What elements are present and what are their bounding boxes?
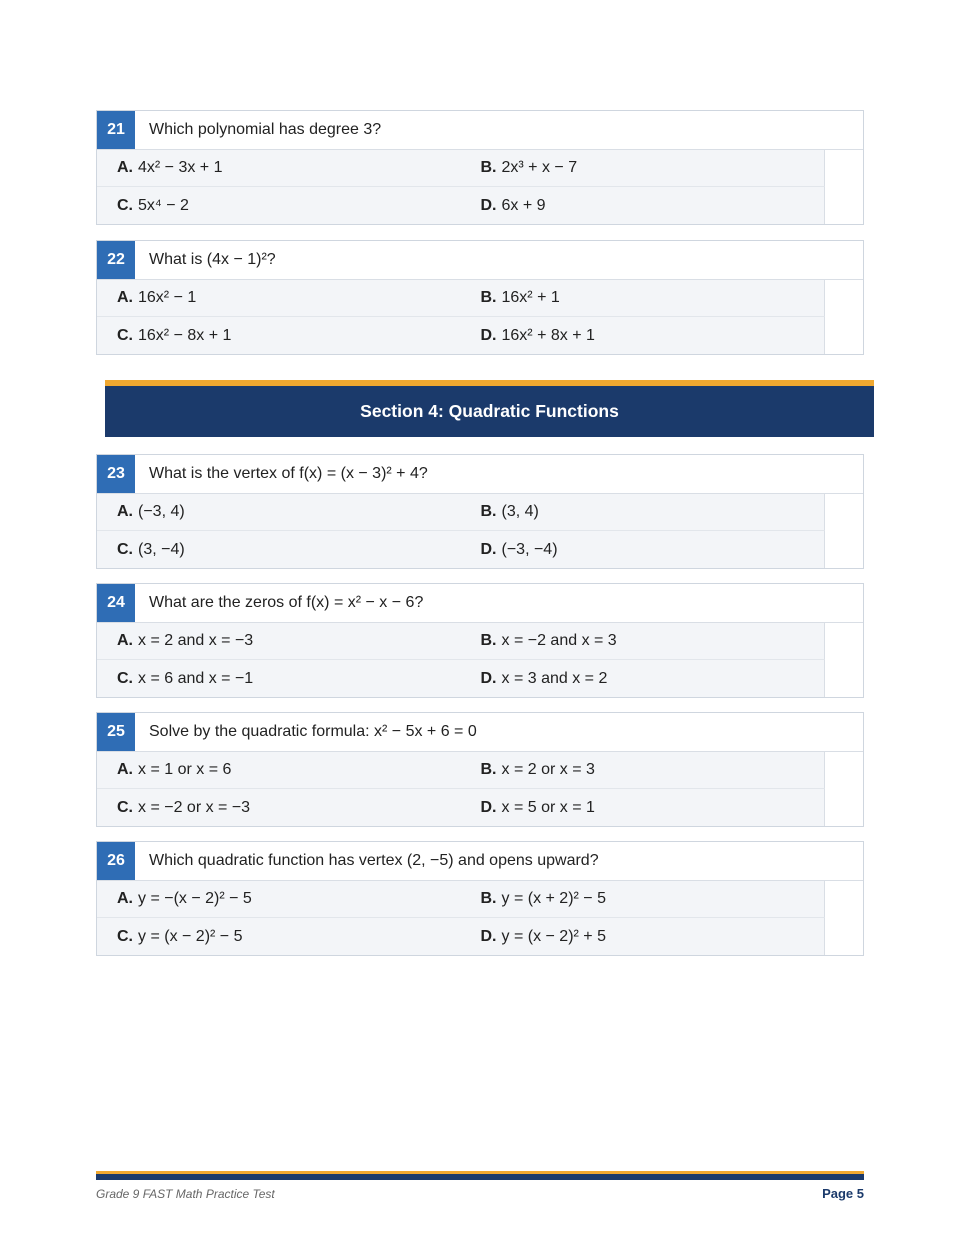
option-text: 4x² − 3x + 1 — [138, 159, 223, 176]
option-letter: D. — [480, 326, 497, 344]
question-card-21 — [96, 110, 864, 225]
question-text: What is (4x − 1)²? — [149, 251, 276, 268]
option-b[interactable] — [461, 623, 825, 659]
question-number: 21 — [97, 111, 135, 149]
option-letter: C. — [117, 196, 133, 214]
footer-rule — [96, 1171, 864, 1180]
option-b[interactable] — [461, 150, 825, 186]
option-a[interactable] — [97, 150, 461, 186]
option-letter: B. — [480, 761, 497, 778]
question-card-26 — [96, 841, 864, 956]
option-text: x = 1 or x = 6 — [138, 761, 232, 778]
option-letter: D. — [480, 540, 497, 558]
option-text: x = 3 and x = 2 — [501, 669, 608, 687]
option-letter: D. — [480, 669, 497, 687]
option-letter: A. — [117, 632, 133, 649]
question-card-22 — [96, 240, 864, 355]
option-letter: B. — [480, 159, 497, 176]
option-letter: A. — [117, 159, 133, 176]
option-letter: A. — [117, 503, 133, 520]
option-b[interactable] — [461, 881, 825, 917]
options-row — [97, 280, 825, 317]
option-text: 16x² + 1 — [501, 289, 560, 306]
option-a[interactable] — [97, 623, 461, 659]
option-letter: D. — [480, 196, 497, 214]
option-text: 16x² − 1 — [138, 289, 197, 306]
option-text: y = −(x − 2)² − 5 — [138, 890, 252, 907]
options-row — [97, 881, 825, 918]
option-d[interactable] — [461, 187, 825, 224]
options-row — [97, 531, 825, 568]
option-text: y = (x − 2)² + 5 — [501, 927, 606, 945]
options-row — [97, 317, 825, 354]
options-row — [97, 187, 825, 224]
option-text: (−3, −4) — [501, 540, 558, 558]
option-text: (−3, 4) — [138, 503, 185, 520]
option-letter: C. — [117, 540, 133, 558]
options-row — [97, 150, 825, 187]
option-d[interactable] — [461, 789, 825, 826]
option-text: x = 2 and x = −3 — [138, 632, 254, 649]
question-header — [97, 713, 863, 752]
option-text: 5x⁴ − 2 — [138, 196, 189, 214]
option-text: x = 2 or x = 3 — [501, 761, 595, 778]
option-text: y = (x − 2)² − 5 — [138, 927, 243, 945]
option-d[interactable] — [461, 918, 825, 955]
option-a[interactable] — [97, 494, 461, 530]
option-letter: B. — [480, 890, 497, 907]
section-banner: Section 4: Quadratic Functions — [105, 380, 874, 437]
question-text: Solve by the quadratic formula: x² − 5x + 6 = 0 — [149, 723, 477, 740]
option-a[interactable] — [97, 752, 461, 788]
option-text: x = 6 and x = −1 — [138, 669, 254, 687]
option-letter: C. — [117, 927, 133, 945]
option-letter: B. — [480, 632, 497, 649]
option-d[interactable] — [461, 317, 825, 354]
option-text: 2x³ + x − 7 — [501, 159, 578, 176]
options-row — [97, 789, 825, 826]
option-c[interactable] — [97, 789, 461, 826]
question-card-24 — [96, 583, 864, 698]
options-row — [97, 660, 825, 697]
question-text: What is the vertex of f(x) = (x − 3)² + 4? — [149, 465, 428, 482]
option-letter: B. — [480, 503, 497, 520]
option-letter: C. — [117, 798, 133, 816]
option-text: x = 5 or x = 1 — [501, 798, 595, 816]
option-a[interactable] — [97, 881, 461, 917]
question-number: 26 — [97, 842, 135, 880]
option-b[interactable] — [461, 752, 825, 788]
option-a[interactable] — [97, 280, 461, 316]
option-c[interactable] — [97, 531, 461, 568]
option-text: 16x² + 8x + 1 — [501, 326, 595, 344]
option-d[interactable] — [461, 531, 825, 568]
option-text: x = −2 and x = 3 — [501, 632, 617, 649]
option-letter: A. — [117, 761, 133, 778]
option-letter: D. — [480, 798, 497, 816]
option-c[interactable] — [97, 660, 461, 697]
question-header — [97, 455, 863, 494]
options-row — [97, 752, 825, 789]
option-letter: B. — [480, 289, 497, 306]
question-text: What are the zeros of f(x) = x² − x − 6? — [149, 594, 424, 611]
question-number: 22 — [97, 241, 135, 279]
option-text: 16x² − 8x + 1 — [138, 326, 232, 344]
options-row — [97, 918, 825, 955]
option-c[interactable] — [97, 317, 461, 354]
question-card-25 — [96, 712, 864, 827]
option-letter: C. — [117, 326, 133, 344]
option-b[interactable] — [461, 280, 825, 316]
option-c[interactable] — [97, 918, 461, 955]
page-number: Page 5 — [822, 1186, 864, 1201]
question-header — [97, 842, 863, 881]
question-header — [97, 111, 863, 150]
option-c[interactable] — [97, 187, 461, 224]
option-letter: C. — [117, 669, 133, 687]
question-card-23 — [96, 454, 864, 569]
question-number: 23 — [97, 455, 135, 493]
question-header — [97, 241, 863, 280]
question-header — [97, 584, 863, 623]
option-text: x = −2 or x = −3 — [138, 798, 251, 816]
question-number: 25 — [97, 713, 135, 751]
option-d[interactable] — [461, 660, 825, 697]
footer-doc-title: Grade 9 FAST Math Practice Test — [96, 1187, 275, 1201]
option-text: (3, 4) — [501, 503, 539, 520]
option-text: 6x + 9 — [501, 196, 546, 214]
options-row — [97, 494, 825, 531]
option-letter: A. — [117, 890, 133, 907]
option-b[interactable] — [461, 494, 825, 530]
question-text: Which polynomial has degree 3? — [149, 121, 382, 138]
option-letter: D. — [480, 927, 497, 945]
option-text: y = (x + 2)² − 5 — [501, 890, 606, 907]
question-text: Which quadratic function has vertex (2, −5) and opens upward? — [149, 852, 599, 869]
options-row — [97, 623, 825, 660]
option-text: (3, −4) — [138, 540, 185, 558]
option-letter: A. — [117, 289, 133, 306]
question-number: 24 — [97, 584, 135, 622]
